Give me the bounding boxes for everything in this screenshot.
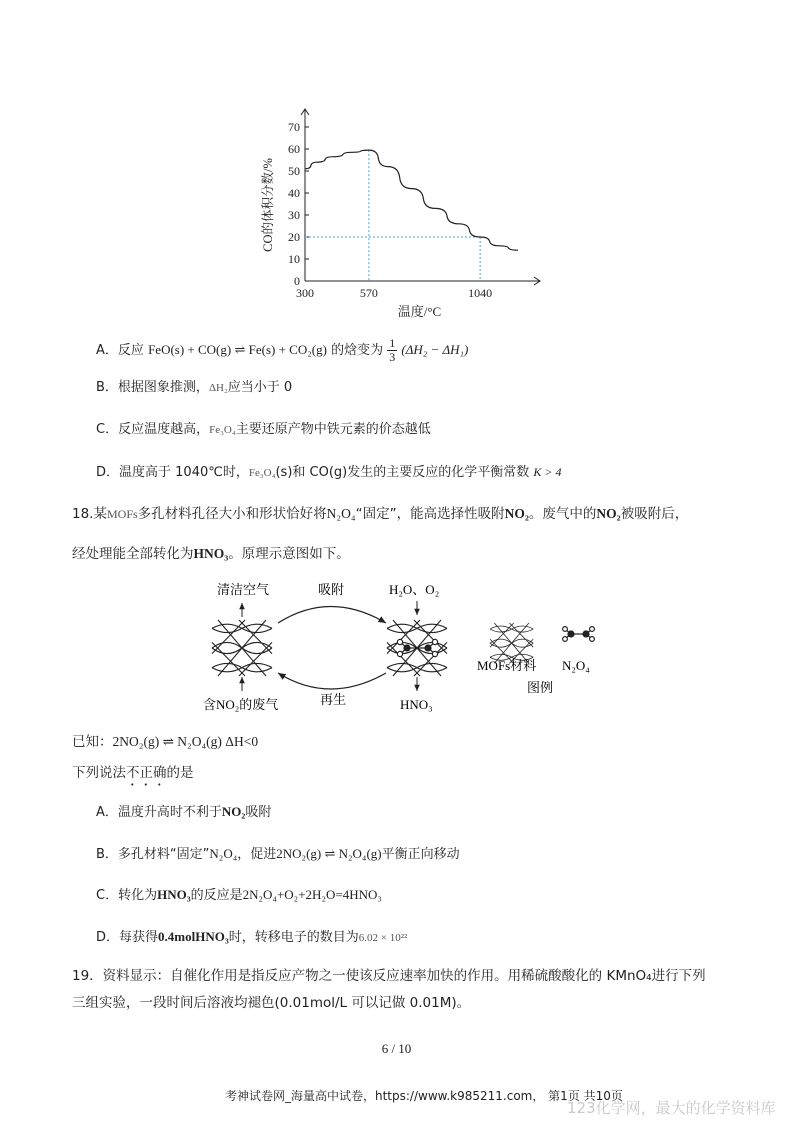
q18-stem-line1: 18.某MOFs多孔材料孔径大小和形状恰好将N₂O₄“固定”，能高选择性吸附NO₂。废气中的NO₂被吸附后，	[72, 506, 689, 522]
footer-source: 考神试卷网_海量高中试卷，https://www.k985211.com， 第1页 共10页	[225, 1089, 623, 1103]
x-axis-label: 温度/°C	[397, 304, 442, 319]
adsorb-arrow	[278, 607, 386, 624]
y-tick-label-20: 20	[288, 230, 300, 244]
q18-option-c: C．转化为HNO₃的反应是2N₂O₄+O₂+2H₂O=4HNO₃	[96, 887, 382, 903]
x-tick-label-1040: 1040	[468, 286, 493, 300]
y-axis-label: CO的体积分数/%	[261, 158, 275, 252]
label-waste-gas: 含NO₂的废气	[203, 697, 279, 712]
y-tick-label-0: 0	[294, 274, 300, 288]
x-tick-label-570: 570	[359, 286, 378, 300]
q19-line1: 19．资料显示：自催化作用是指反应产物之一使该反应速率加快的作用。用稀硫酸酸化的 KMnO₄进行下列	[72, 968, 706, 984]
label-regen: 再生	[320, 692, 347, 707]
y-tick-label-30: 30	[288, 208, 300, 222]
legend-n2o4-label: N₂O₄	[562, 658, 590, 673]
n2o4-legend-icon	[563, 627, 595, 642]
y-tick-label-40: 40	[288, 186, 300, 200]
mofs-grid-left	[212, 620, 272, 676]
label-clean-air: 清洁空气	[217, 582, 270, 597]
y-tick-label-50: 50	[288, 164, 300, 178]
q18-known: 已知：2NO₂(g) ⇌ N₂O₄(g) ΔH<0	[72, 734, 259, 750]
label-h2o-o2: H₂O、O₂	[389, 582, 440, 597]
adsorption-principle-diagram	[190, 575, 610, 720]
co-volume-fraction-chart	[250, 95, 550, 325]
legend-mofs-label: MOFs材料	[477, 658, 537, 673]
y-tick-label-10: 10	[288, 252, 300, 266]
q18-option-a: A．温度升高时不利于NO₂吸附	[96, 804, 272, 820]
q18-option-b: B．多孔材料“固定”N₂O₄，促进2NO₂(g) ⇌ N₂O₄(g)平衡正向移动	[96, 846, 460, 862]
q19-line2: 三组实验，一段时间后溶液均褪色(0.01mol/L 可以记做 0.01M)。	[72, 995, 471, 1011]
q18-option-d: D．每获得0.4molHNO₃时，转移电子的数目为6.02 × 10²²	[96, 929, 408, 945]
q17-option-c: C．反应温度越高，Fe₃O₄主要还原产物中铁元素的价态越低	[96, 422, 431, 437]
regen-arrow	[278, 673, 386, 689]
watermark-text: 123化学网，最大的化学资料库	[567, 1099, 776, 1117]
label-hno3: HNO₃	[400, 697, 433, 712]
q17-option-b: B．根据图象推测，ΔH₂应当小于 0	[96, 380, 293, 395]
q17-option-a: A．反应 FeO(s) + CO(g) ⇌ Fe(s) + CO₂(g) 的焓变为 $\frac{1}{3}$ (ΔH₂ − ΔH₁)	[96, 336, 469, 364]
x-tick-label-300: 300	[296, 286, 314, 300]
page-number: 6 / 10	[381, 1041, 412, 1056]
y-tick-label-70: 70	[288, 120, 300, 134]
q18-prompt: 下列说法不正确的是	[72, 765, 194, 781]
label-adsorb: 吸附	[318, 582, 345, 597]
legend-title: 图例	[527, 680, 554, 695]
q18-stem-line2: 经处理能全部转化为HNO₃。原理示意图如下。	[72, 546, 350, 562]
co-fraction-curve	[305, 150, 518, 250]
q17-option-d: D．温度高于 1040℃时，Fe₃O₄(s)和 CO(g)发生的主要反应的化学平衡常数 K > 4	[96, 465, 562, 480]
y-tick-label-60: 60	[288, 142, 300, 156]
